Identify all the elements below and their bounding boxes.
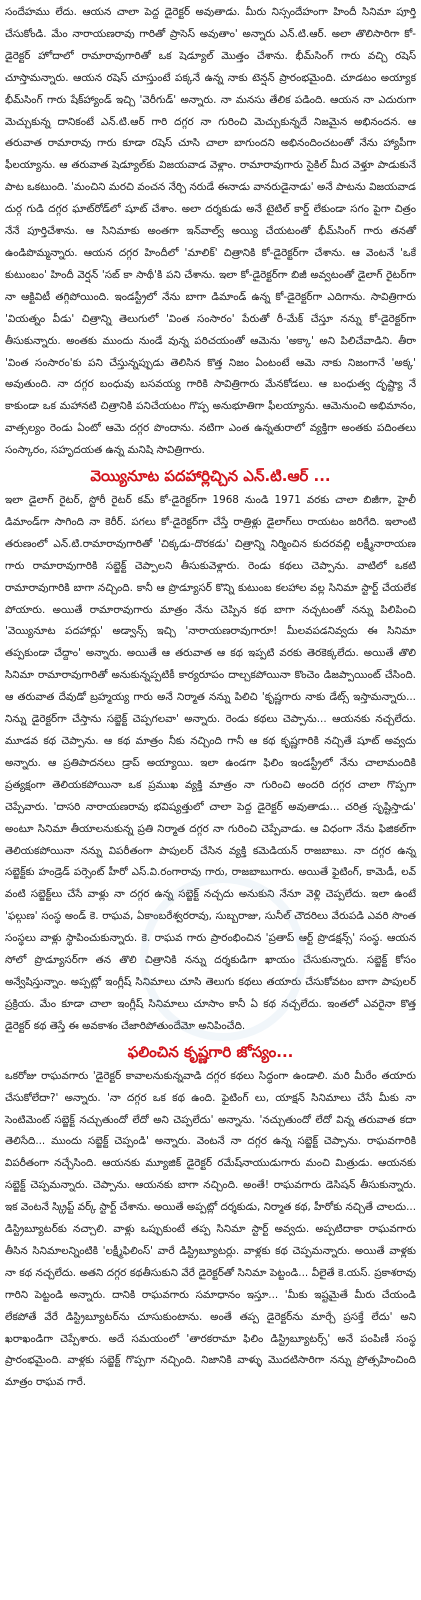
article-section-3: ఒకరోజు రాఘవగారు 'డైరెక్టర్ కావాలనుకున్నవాడి దగ్గర కథలు సిద్ధంగా ఉండాలి. మరి మీరేం తయారు చేసుకోలేదా?' అన్నారు. 'నా దగ్గర ఒక కథ ఉంది. ఫైటింగ్ లు, యాక్షన్ సినిమాలు చేసే మీకు నా సెంటిమెంట్ సబ్జెక్ట్ నచ్చుతుందో లేదో అని చెప్పలేదు' అన్నాను. 'నచ్చుతుందో లేదో విన్న తరువాత కదా తెలిసేది... ముందు సబ్జెక్ట్ చెప్పండి' అన్నారు. వెంటనే నా దగ్గర ఉన్న సబ్జెక్ట్ చెప్పాను. రాఘవగారికి విపరీతంగా నచ్చేసింది. ఆయనకు మ్యూజిక్ డైరెక్టర్ రమేష్‌నాయుడుగారు మంచి మిత్రుడు. ఆయనకు సబ్జెక్ట్ చెప్పమన్నారు. చెప్పాను. ఆయనకు బాగా నచ్చింది. అంతే! రాఘవగారు డెసిషన్ తీసుకున్నారు. ఇక వెంటనే స్క్రిప్ట్ వర్క్ స్టార్ట్ చేశాను. అయితే అప్పట్లో దర్శకుడు, నిర్మాత కథ, హీరోకు నచ్చితే చాలదు... డిస్ట్రిబ్యూటర్‌కు నచ్చాలి. వాళ్లు ఒప్పుకుంటే తప్ప సినిమా స్టార్ట్ అవ్వదు. అప్పటిదాకా రాఘవగారు తీసిన సినిమాలన్నింటికి 'లక్ష్మీఫిలింస్' వారే డిస్ట్రిబ్యూటర్లు. వాళ్లకు కథ చెప్పమన్నారు. అయితే వాళ్లకు నా కథ నచ్చలేదు. అతని దగ్గర కథతీసుకుని వేరే డైరెక్టర్‌తో సినిమా పెట్టండి... వీలైతే కె.యస్. ప్రకాశరావు గారిని పెట్టండి అన్నారు. దానికి రాఘవగారు సమాధానం ఇస్తూ... 'మీకు ఇష్టమైతే మీరు చేయండి లేకపోతే వేరే డిస్ట్రిబ్యూటర్‌ను చూసుకుంటాను. అంతే తప్ప డైరెక్టర్‌ను మార్చే ప్రసక్తే లేదు' అని ఖరాఖండిగా చెప్పేశారు. అదే సమయంలో 'తారకరామా ఫిలిం డిస్ట్రిబ్యూటర్స్' అనే పంపిణీ సంస్థ ప్రారంభమైంది. వాళ్లకు సబ్జెక్ట్ గొప్పగా నచ్చింది. నిజానికి వాళ్ళు మొదటిసారిగా నన్ను ప్రోత్సహించింది మాత్రం రాఘవ గారే. <box>5 1069 416 1389</box>
article-section-1: సందేహము లేదు. ఆయన చాలా పెద్ద డైరెక్టర్ అవుతాడు. మీరు నిస్సందేహంగా హిందీ సినిమా పూర్తి చేసుకోండి. మేం నారాయణరావు గారితో ప్రాసెస్ అవుతాం' అన్నారు ఎన్.టి.ఆర్. అలా తొలిసారిగా కో-డైరెక్టర్ హోదాలో రామారావుగారితో ఒక షెడ్యూల్ మొత్తం చేశాను. భీమ్‌సింగ్ గారు వచ్చి రషెస్ చూస్తామన్నారు. ఆయన రషెస్ చూస్తుంటే పక్కనే ఉన్న నాకు టెన్షన్ ప్రారంభమైంది. చూడటం అయ్యాక భీమ్‌సింగ్ గారు షేక్‌హ్యాండ్ ఇచ్చి 'వెరీగుడ్' అన్నారు. నా మనసు తేలిక పడింది. ఆయన నా ఎదురుగా మెచ్చుకున్న దానికంటే ఎన్.టి.ఆర్ గారి దగ్గర నా గురించి మెచ్చుకున్నదే నిజమైన అభినందన. ఆ తరువాత రామారావు గారు కూడా రషెస్ చూసి చాలా బాగుందని అభినందించటంతో నేను హ్యాపీగా ఫీలయ్యాను. ఆ తరువాత షెడ్యూల్‌కు విజయవాడ వెళ్లాం. రామారావుగారు సైకిల్ మీద వెళ్తూ పాడుకునే పాట ఒకటుంది. 'మంచిని మరచి వంచన నేర్చి నరుడే ఈనాడు వానరుడైనాడు' అనే పాటను విజయవాడ దుర్గ గుడి దగ్గర ఘాట్‌రోడ్‌లో షూట్ చేశాం. అలా దర్శకుడు అనే టైటిల్ కార్డ్ లేకుండా సగం పైగా చిత్రం నేనే పూర్తిచేశాను. ఆ సినిమాకు అంతగా ఇన్‌వాల్వ్ అయ్యి చేయటంతో భీమ్‌సింగ్ గారు తనతో ఉండిపొమ్మన్నారు. ఆయన దగ్గర హిందీలో 'మాలిక్' చిత్రానికి కో-డైరెక్టర్‌గా చేశాను. ఆ వెంటనే 'ఒకే కుటుంబం' హిందీ వెర్షన్ 'సబ్ కా సాథీ'కి పని చేశాను. ఇలా కో-డైరెక్టర్‌గా బిజీ అవ్వటంతో డైలాగ్ రైటర్‌గా నా ఆక్టివిటీ తగ్గిపోయింది. ఇండస్ట్రీలో నేను బాగా డిమాండ్ ఉన్న కో-డైరెక్టర్‌గా ఎదిగాను. సావిత్రిగారు 'వియత్నం వీడు' చిత్రాన్ని తెలుగులో 'వింత సంసారం' పేరుతో రీ-మేక్ చేస్తూ నన్ను కో-డైరెక్టర్‌గా తీసుకున్నారు. అంతకు ముందు నుండే వున్న పరిచయంతో ఆమెను 'అక్కా' అని పిలిచేవాడిని. తీరా 'వింత సంసారం'కు పని చేస్తున్నప్పుడు తెలిసిన కొత్త నిజం ఏంటంటే ఆమె నాకు నిజంగానే 'అక్క' అవుతుంది. నా దగ్గర బంధువు బసవయ్య గారికి సావిత్రిగారు మేనకోడలు. ఆ బంధుత్వ దృష్ట్యా నే కాకుండా ఒక మహానటి చిత్రానికి పనిచేయటం గొప్ప అనుభూతిగా ఫీలయ్యాను. ఆమెనుంచి అభిమానం, వాత్సల్యం రెండు ఏంటో ఆమె దగ్గర పొందాను. నటిగా ఎంత ఉన్నతురాలో వ్యక్తిగా అంతకు పదింతలు సంస్కారం, సహృదయత ఉన్న మనిషి సావిత్రిగారు. <box>5 6 416 457</box>
article-section-2: ఇలా డైలాగ్ రైటర్, స్టోరీ రైటర్ కమ్ కో-డైరెక్టర్‌గా 1968 నుండి 1971 వరకు చాలా బిజీగా, హైలీ డిమాండ్‌గా సాగింది నా కెరీర్. పగలు కో-డైరెక్టర్‌గా చేస్తే రాత్రిళ్లు డైలాగ్‌లు రాయటం జరిగేది. ఇలాంటి తరుణంలో ఎన్.టి.రామారావుగారితో 'చిక్కడు-దొరకడు' చిత్రాన్ని నిర్మించిన కుదరవల్లి లక్ష్మీనారాయణ గారు రామారావుగారికి సబ్జెక్ట్ చెప్పాలని తీసుకువెళ్లారు. రెండు కథలు చెప్పాను. వాటిలో ఒకటి రామారావుగారికి బాగా నచ్చింది. కానీ ఆ ప్రొడ్యూసర్ కొన్ని కుటుంబ కలహాల వల్ల సినిమా స్టార్ట్ చేయలేక పోయారు. అయితే రామారావుగారు మాత్రం నేను చెప్పిన కథ బాగా నచ్చటంతో నన్ను పిలిపించి 'వెయ్యినూట పదహార్లు' అడ్వాన్స్ ఇచ్చి 'నారాయణరావుగారూ! మీలవపడనివ్వదు ఈ సినిమా తప్పకుండా చేద్దాం' అన్నారు. అయితే ఆ తరువాత ఆ కథ ఇప్పటి వరకు తెరకెక్కలేదు. అయితే తొలి సినిమా రామారావుగారితో అనుకున్నప్పటికీ కార్యరూపం దాల్చకపోయినా కొంచెం డిజప్పాయింట్ చేసింది. ఆ తరువాత దేవుడో బ్రహ్మయ్య గారు అనే నిర్మాత నన్ను పిలిచి 'కృష్ణగారు నాకు డేట్స్ ఇస్తామన్నారు... నిన్ను డైరెక్టర్‌గా చేస్తాను సబ్జెక్ట్ చెప్పగలవా' అన్నారు. రెండు కథలు చెప్పాను... ఆయనకు నచ్చలేదు. మూడవ కథ చెప్పాను. ఆ కథ మాత్రం నీకు నచ్చింది గానీ ఆ కథ కృష్ణగారికి నచ్చితే షూట్ అవ్వదు అన్నారు. ఆ ప్రతిపాదనలు డ్రాప్ అయ్యాయి. ఇలా ఉండగా ఫిలిం ఇండస్ట్రీలో నేను చాలామందికి ప్రత్యక్షంగా తెలియకపోయినా ఒక ప్రముఖ వ్యక్తి మాత్రం నా గురించి అందరి దగ్గర చాలా గొప్పగా చెప్పేవారు. 'దాసరి నారాయణరావు భవిష్యత్తులో చాలా పెద్ద డైరెక్టర్ అవుతాడు... చరిత్ర సృష్టిస్తాడు' అంటూ సినిమా తీయాలనుకున్న ప్రతి నిర్మాత దగ్గర నా గురించి చెప్పేవాడు. ఆ విధంగా నేను ఫిజికల్‌గా తెలియకపోయినా నన్ను విపరీతంగా పాపులర్ చేసిన వ్యక్తి కమెడియన్ రాజబాబు. నా దగ్గర ఉన్న సబ్జెక్ట్‌కు హండ్రెడ్ పర్సెంట్ హీరో ఎస్.వి.రంగారావు గారు, రాజబాబుగారు. అయితే ఫైటింగ్, కామెడీ, లవ్ వంటి సబ్జెక్ట్‌లు చేసే వాళ్లు నా దగ్గర ఉన్న సబ్జెక్ట్ నచ్చదు అనుకుని నేనూ వెళ్లి చెప్పలేదు. ఇలా ఉంటే 'ఫల్గుణ' సంస్థ అండ్ కె. రాఘవ, ఏకాంబరేశ్వరరావు, సుబ్బరాజు, సునీల్ చౌదరిలు వేరుపడి ఎవరి సొంత సంస్థలు వాళ్లు స్థాపించుకున్నారు. కె. రాఘవ గారు ప్రారంభించిన 'ప్రతాప్ ఆర్ట్ ప్రొడక్షన్స్' సంస్థ. ఆయన సోలో ప్రొడ్యూసర్‌గా తన తొలి చిత్రానికి నన్ను దర్శకుడిగా ఖాయం చేసుకున్నారు. సబ్జెక్ట్ కోసం అన్వేషిస్తున్నాం. అప్పట్లో ఇంగ్లీష్ సినిమాలు చూసి తెలుగు కథలు తయారు చేసుకోవటం బాగా పాపులర్ ప్రక్రియ. మేం కూడా చాలా ఇంగ్లీష్ సినిమాలు చూసాం కానీ ఏ కథ నచ్చలేదు. ఇంతలో ఎవరైనా కొత్త డైరెక్టర్ కథ తెస్తే ఈ అవకాశం చేజారిపోతుందేమో అనిపించేది. <box>5 494 416 1032</box>
subheading-2: ఫలించిన కృష్ణగారి జోస్యం... <box>127 1042 294 1061</box>
subheading-1: వెయ్యినూట పదహార్లిచ్చిన ఎన్.టి.ఆర్ ... <box>90 467 331 486</box>
